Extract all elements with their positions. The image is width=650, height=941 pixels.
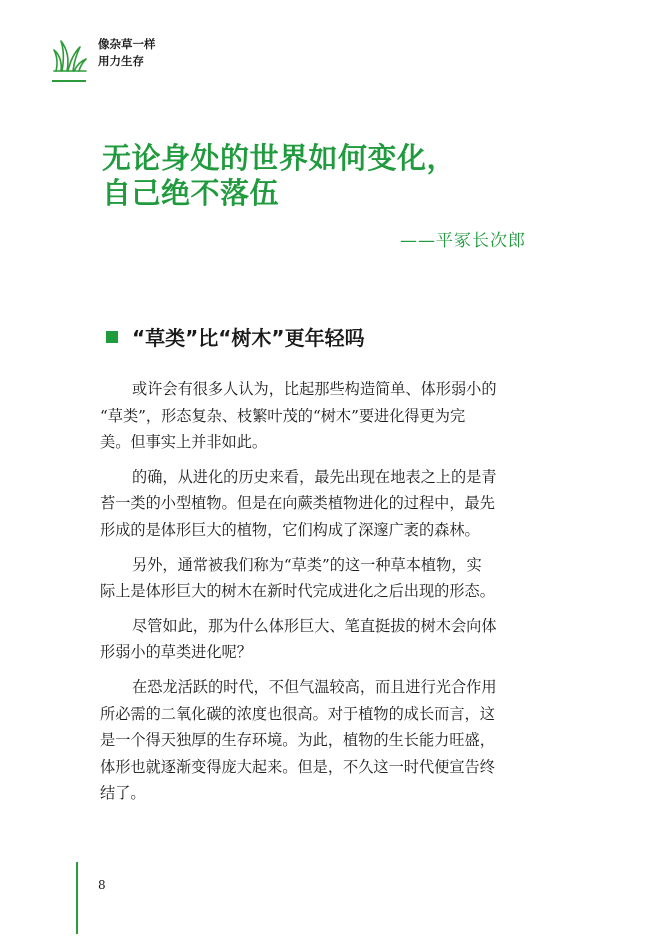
text-line: 形弱小的草类进化呢？: [100, 643, 252, 662]
chapter-attribution: ——平冢长次郎: [400, 231, 526, 251]
section-heading-text: “草类”比“树木”更年轻吗: [132, 326, 365, 350]
header-rule: [52, 80, 86, 82]
paragraph: [100, 674, 532, 807]
paragraph: [100, 613, 532, 666]
text-line: 美。但事实上并非如此。: [100, 433, 268, 452]
text-line: 是一个得天独厚的生存环境。为此，植物的生长能力旺盛，: [100, 731, 495, 750]
running-header: [52, 36, 156, 74]
paragraph: [100, 552, 532, 605]
text-line: 体形也就逐渐变得庞大起来。但是，不久这一时代便宣告终: [100, 757, 495, 776]
paragraph: [100, 376, 532, 456]
text-line: 在恐龙活跃的时代，不但气温较高，而且进行光合作用: [132, 677, 497, 696]
square-bullet-icon: [106, 331, 118, 343]
chapter-title-line2: 自己绝不落伍: [102, 176, 280, 210]
text-line: 形成的是体形巨大的植物，它们构成了深邃广袤的森林。: [100, 520, 480, 539]
page-number: 8: [98, 878, 106, 892]
chapter-title: [102, 141, 562, 211]
text-line: 尽管如此，那为什么体形巨大、笔直挺拔的树木会向体: [132, 616, 497, 635]
text-line: “草类”，形态复杂、枝繁叶茂的“树木”要进化得更为完: [100, 406, 466, 425]
paragraph: [100, 464, 532, 544]
text-line: 际上是体形巨大的树木在新时代完成进化之后出现的形态。: [100, 582, 495, 601]
book-title: [98, 36, 156, 70]
grass-icon: [52, 38, 88, 74]
margin-rule: [76, 862, 78, 934]
body-text: [100, 376, 532, 815]
chapter-title-line1: 无论身处的世界如何变化，: [102, 141, 457, 175]
text-line: 的确，从进化的历史来看，最先出现在地表之上的是青: [132, 467, 497, 486]
book-title-line1: 像杂草一样: [98, 37, 156, 51]
book-title-line2: 用力生存: [98, 54, 144, 68]
text-line: 所必需的二氧化碳的浓度也很高。对于植物的成长而言，这: [100, 704, 495, 723]
text-line: 结了。: [100, 784, 146, 803]
text-line: 苔一类的小型植物。但是在向蕨类植物进化的过程中，最先: [100, 494, 495, 513]
text-line: 或许会有很多人认为，比起那些构造简单、体形弱小的: [132, 380, 497, 398]
section-heading: [106, 322, 365, 351]
text-line: 另外，通常被我们称为“草类”的这一种草本植物，实: [132, 555, 482, 574]
